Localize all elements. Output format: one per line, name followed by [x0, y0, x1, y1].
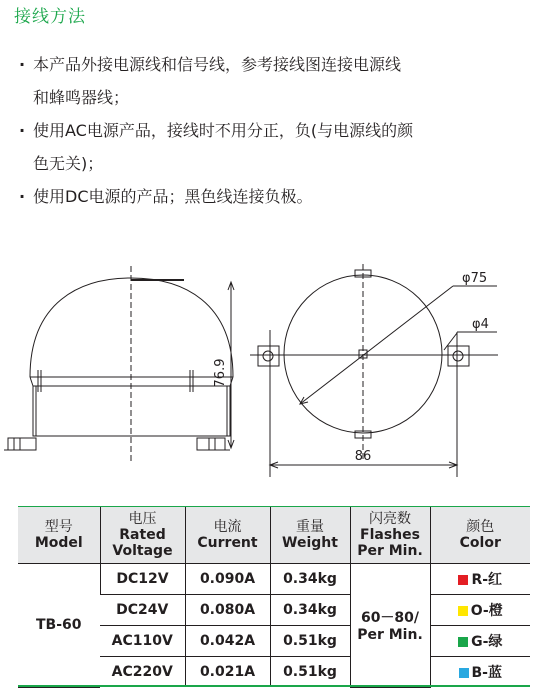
table-header-row [18, 507, 530, 564]
weight-cell: 0.51kg [270, 657, 350, 688]
bullet-mark: · [19, 121, 26, 140]
current-cell: 0.090A [185, 564, 270, 595]
section-title: 接线方法 [14, 7, 86, 27]
instruction-item [0, 48, 547, 114]
weight-cell: 0.34kg [270, 595, 350, 626]
height-dimension: 76.9 [213, 358, 228, 388]
orange-swatch [458, 606, 468, 616]
voltage-cell: DC24V [100, 595, 185, 626]
color-cell: R-红 [430, 564, 530, 595]
bullet-mark: · [19, 187, 26, 206]
green-swatch [458, 637, 468, 647]
bullet-mark: · [19, 55, 26, 74]
color-cell: G-绿 [430, 626, 530, 657]
color-cell: B-蓝 [430, 657, 530, 688]
red-swatch [458, 575, 468, 585]
header-color: 颜色 Color [430, 507, 530, 564]
instruction-line: 和蜂鸣器线； [33, 88, 130, 107]
header-weight: 重量 Weight [270, 507, 350, 564]
weight-cell: 0.34kg [270, 564, 350, 595]
flashes-cell: 60－80/ Per Min. [350, 564, 430, 688]
width-dimension: 86 [354, 449, 372, 464]
header-model: 型号 Model [18, 507, 100, 564]
left-ear [258, 346, 279, 366]
diameter-label: φ75 [462, 271, 488, 286]
dome-outline [30, 278, 233, 377]
color-cell: O-橙 [430, 595, 530, 626]
right-ear [448, 346, 469, 366]
current-cell: 0.021A [185, 657, 270, 688]
dimension-drawing [0, 262, 547, 484]
right-foot [197, 438, 225, 450]
weight-cell: 0.51kg [270, 626, 350, 657]
header-current: 电流 Current [185, 507, 270, 564]
model-cell: TB-60 [18, 564, 100, 688]
blue-swatch [459, 668, 469, 678]
hole-diameter-label: φ4 [472, 317, 489, 332]
voltage-cell: AC110V [100, 626, 185, 657]
voltage-cell: AC220V [111, 664, 173, 680]
spec-table [18, 507, 530, 688]
instruction-line: 使用AC电源产品，接线时不用分正，负(与电源线的颜 [33, 121, 414, 140]
voltage-cell: DC12V [100, 564, 185, 595]
table-row [18, 564, 530, 595]
instruction-item [0, 180, 547, 213]
left-foot [8, 438, 36, 450]
instruction-line: 色无关)； [33, 154, 104, 173]
diameter-leader [300, 286, 453, 404]
instruction-line: 使用DC电源的产品；黑色线连接负极。 [33, 187, 313, 206]
header-voltage: 电压 Rated Voltage [100, 507, 185, 564]
header-flashes: 闪亮数 Flashes Per Min. [350, 507, 430, 564]
current-cell: 0.080A [185, 595, 270, 626]
current-cell: 0.042A [185, 626, 270, 657]
instruction-line: 本产品外接电源线和信号线，参考接线图连接电源线 [33, 55, 402, 74]
table-bottom-rule [18, 685, 530, 687]
instruction-item [0, 114, 547, 180]
instruction-list [0, 48, 547, 213]
